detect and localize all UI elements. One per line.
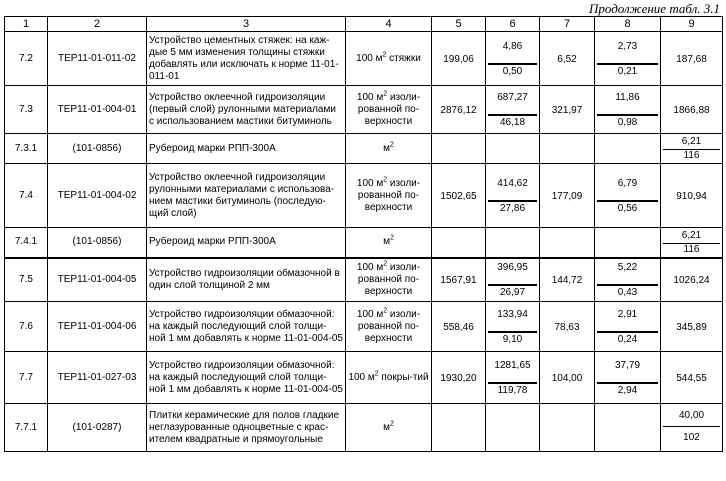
machinist-wages-cell: 11,86 0,98 (595, 86, 661, 134)
row-number: 7.4.1 (5, 228, 48, 258)
work-name: Плитки керамические для полов гладкие неглазурованные одноцветные с крас-ителем квадратные и прямоугольные (147, 404, 346, 452)
unit: $м^2$ (346, 228, 432, 258)
total-cost (432, 404, 486, 452)
row-number: 7.4 (5, 164, 48, 228)
table-row (5, 134, 723, 164)
unit: 100 $м^2$ изоли-рованной по-верхности (346, 164, 432, 228)
machinist-wages-cell: 2,91 0,24 (595, 302, 661, 352)
row-number: 7.6 (5, 302, 48, 352)
rate-code: (101-0856) (48, 228, 147, 258)
materials-cost: 187,68 (661, 32, 723, 86)
estimate-table (4, 16, 723, 452)
rate-code: (101-0856) (48, 134, 147, 164)
table-row (5, 86, 723, 134)
wages-cell: 687,27 46,18 (486, 86, 540, 134)
machinist-wages-cell: 37,79 2,94 (595, 352, 661, 404)
materials-cost: 910,94 (661, 164, 723, 228)
machinist-wages-cell (595, 228, 661, 258)
total-cost (432, 228, 486, 258)
wages-cell (486, 404, 540, 452)
machines-cost: 177,09 (540, 164, 595, 228)
wages-cell (486, 134, 540, 164)
work-name: Устройство гидроизоляции обмазочной: на каждый последующий слой толщи-ной 1 мм добавлять к норме 11-01-004-05 (147, 302, 346, 352)
wages-cell: 133,94 9,10 (486, 302, 540, 352)
total-cost: 199,06 (432, 32, 486, 86)
wages-cell (486, 228, 540, 258)
total-cost: 1930,20 (432, 352, 486, 404)
row-number: 7.7.1 (5, 404, 48, 452)
row-number: 7.7 (5, 352, 48, 404)
col-header: 4 (346, 17, 432, 32)
col-header: 1 (5, 17, 48, 32)
materials-cost: 544,55 (661, 352, 723, 404)
rate-code: ТЕР11-01-004-02 (48, 164, 147, 228)
material-cell: 40,00 102 (661, 404, 723, 452)
col-header: 2 (48, 17, 147, 32)
machines-cost: 144,72 (540, 258, 595, 302)
col-header: 5 (432, 17, 486, 32)
rate-code: (101-0287) (48, 404, 147, 452)
machinist-wages-cell (595, 404, 661, 452)
work-name: Устройство оклеечной гидроизоляции (первый слой) рулонными материалами с использованием мастики битуминоль (147, 86, 346, 134)
work-name: Устройство цементных стяжек: на каж-дые 5 мм изменения толщины стяжки добавлять или исключать к норме 11-01-011-01 (147, 32, 346, 86)
work-name: Рубероид марки РПП-300А (147, 228, 346, 258)
row-number: 7.3.1 (5, 134, 48, 164)
table-caption: Продолжение табл. 3.1 (589, 1, 720, 16)
machinist-wages-cell (595, 134, 661, 164)
col-header: 7 (540, 17, 595, 32)
col-header: 6 (486, 17, 540, 32)
unit: 100 $м^2$ изоли-рованной по-верхности (346, 302, 432, 352)
unit: $м^2$ (346, 404, 432, 452)
table-row (5, 228, 723, 258)
total-cost: 558,46 (432, 302, 486, 352)
table-row (5, 302, 723, 352)
rate-code: ТЕР11-01-004-05 (48, 258, 147, 302)
rate-code: ТЕР11-01-004-06 (48, 302, 147, 352)
machinist-wages-cell: 6,79 0,56 (595, 164, 661, 228)
wages-cell: 414,62 27,86 (486, 164, 540, 228)
material-cell: 6,21 116 (661, 134, 723, 164)
material-cell: 6,21 116 (661, 228, 723, 258)
col-header: 3 (147, 17, 346, 32)
machinist-wages-cell: 2,73 0,21 (595, 32, 661, 86)
table-row (5, 258, 723, 302)
rate-code: ТЕР11-01-011-02 (48, 32, 147, 86)
unit: 100 $м^2$ покры-тий (346, 352, 432, 404)
table-row (5, 352, 723, 404)
unit: 100 $м^2$ изоли-рованной по-верхности (346, 86, 432, 134)
work-name: Устройство оклеечной гидроизоляции рулонными материалами с использова-нием мастики битуминоль (последую-щий слой) (147, 164, 346, 228)
wages-cell: 396,95 26,97 (486, 258, 540, 302)
table-row (5, 164, 723, 228)
materials-cost: 1026,24 (661, 258, 723, 302)
work-name: Рубероид марки РПП-300А (147, 134, 346, 164)
unit: 100 $м^2$ изоли-рованной по-верхности (346, 258, 432, 302)
machines-cost (540, 228, 595, 258)
machines-cost: 78,63 (540, 302, 595, 352)
unit: 100 $м^2$ стяжки (346, 32, 432, 86)
table-row (5, 32, 723, 86)
machinist-wages-cell: 5,22 0,43 (595, 258, 661, 302)
wages-cell: 4,86 0,50 (486, 32, 540, 86)
total-cost: 1567,91 (432, 258, 486, 302)
wages-cell: 1281,65 119,78 (486, 352, 540, 404)
machines-cost: 6,52 (540, 32, 595, 86)
rate-code: ТЕР11-01-004-01 (48, 86, 147, 134)
col-header: 9 (661, 17, 723, 32)
col-header: 8 (595, 17, 661, 32)
work-name: Устройство гидроизоляции обмазочной: на каждый последующий слой толщи-ной 1 мм добавлять к норме 11-01-004-05 (147, 352, 346, 404)
work-name: Устройство гидроизоляции обмазочной в один слой толщиной 2 мм (147, 258, 346, 302)
row-number: 7.5 (5, 258, 48, 302)
unit: $м^2$ (346, 134, 432, 164)
machines-cost: 321,97 (540, 86, 595, 134)
total-cost: 1502,65 (432, 164, 486, 228)
machines-cost (540, 134, 595, 164)
machines-cost (540, 404, 595, 452)
table-row (5, 404, 723, 452)
machines-cost: 104,00 (540, 352, 595, 404)
rate-code: ТЕР11-01-027-03 (48, 352, 147, 404)
row-number: 7.2 (5, 32, 48, 86)
total-cost: 2876,12 (432, 86, 486, 134)
materials-cost: 1866,88 (661, 86, 723, 134)
header-row (5, 17, 723, 32)
total-cost (432, 134, 486, 164)
materials-cost: 345,89 (661, 302, 723, 352)
row-number: 7.3 (5, 86, 48, 134)
